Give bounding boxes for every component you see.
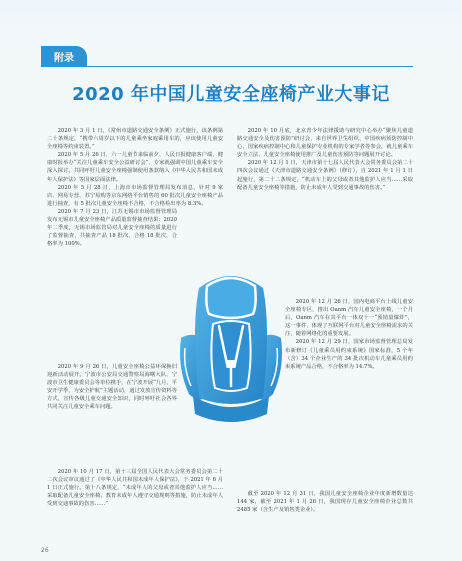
section-tag: 附录 — [41, 46, 87, 67]
paragraph: 截至 2020 年 12 月 31 日，我国儿童安全座椅企业年度新增数量达 144 家，截至 2021 年 1 月 26 日，我国现存儿童安全座椅企业总数共 2485 家（含生产及销售类企业）。 — [237, 491, 413, 514]
paragraph: 2020 年 10 月底，北京青少年法律援助与研究中心举办“聚焦儿童道路交通安全及伤害预防”研讨会，来自世界卫生组织、中国疾病预防控制中心、国家疾病控制中心和儿童保护专业机构的专家学者等参会，就儿童乘车安全立法、儿童安全座椅使用推广及儿童伤害预防等问题展开讨论。 — [237, 128, 413, 159]
page-title: 2020 年中国儿童安全座椅产业大事记 — [72, 84, 390, 105]
paragraph: 2020 年 12 月 29 日，国家市场监督管理总局发布新修订《儿童乘员用约束系统》国家标准，5 个年（含）34 个企业生产的 34 批次机动车儿童乘员用约束系统产品合格，不合格率为 14.7%。 — [285, 339, 413, 370]
paragraph: 2020 年 10 月 17 日，第十三届全国人民代表大会常务委员会第二十二次会议审议通过了《中华人民共和国未成年人保护法》，于 2021 年 6 月 1 日正式施行。第十八条规定，“未成年人的父母或者其他监护人应当……采取配备儿童安全座椅、教育未成年人遵守交通规则等措施，防止未成年人受到交通事故的伤害……” — [47, 469, 223, 508]
paragraph: 2020 年 7 月 23 日，江苏无锡市市场监督管理局发布无锡市儿童安全座椅产品质量监督抽查结果：2020 年二季度，无锡市场监管局对儿童安全座椅的质量进行了监督抽查，共抽查产品 18 批次，合格 18 批次，合格率为 100%。 — [47, 208, 178, 248]
right-column-middle — [285, 298, 413, 371]
right-column-bottom — [237, 490, 413, 514]
top-band — [0, 0, 462, 46]
right-column-top — [237, 127, 413, 192]
child-safety-seat-icon — [175, 268, 287, 430]
paragraph: 2020 年 3 月 1 日，《常州市道路交通安全条例》正式施行，该条例第二十条规定，“携带六周岁以下的儿童乘坐家庭乘用车的，应该使用儿童安全座椅等约束装置。” — [47, 128, 223, 151]
paragraph: 2020 年 5 月 28 日，上海市市场监督管理局发布消息，针对 9 家店、网易专营、苏宁易购等京东网络平台销售的 60 批次儿童安全座椅产品进行抽查，有 5 批次儿童安全座椅不合格，不合格检出率为 8.3%。 — [47, 184, 223, 207]
paragraph: 2020 年 12 月 1 日，天津市第十七届人民代表大会常务委员会第二十四次会议通过《天津市道路交通安全条例》（修订），自 2021 年 1 月 1 日起施行，第二十二条规定，“机动车上的父母或者其他监护人应当……采取配备儿童安全座椅等措施，防止未成年人受到交通事故的伤害。” — [237, 160, 413, 191]
left-column-middle — [47, 363, 177, 412]
paragraph: 2020 年 12 月 26 日，国内电商平台上线儿童安全座椅专区，推出 Oanm 汽车儿童安全座椅，一个月后，Oanm 汽车在其平台一体双十一“预销量爆炸”，这一事件，体现了互联网平台对儿童安全座椅需求的关注，随着网络化的重要发展。 — [285, 299, 413, 338]
header-rule — [41, 66, 413, 67]
paragraph: 2020 年 5 月 26 日，六一儿童节来临前夕，人民日报健康客户端、健康时报举办“关注儿童乘车安全公益研讨会”，专家就强调中国儿童乘车安全深入探讨，共同呼吁儿童安全座椅强制使用条款纳入《中华人民共和国未成年人保护法》等国家层面法律。 — [47, 152, 223, 183]
left-column-top — [47, 127, 223, 248]
page-number: 26 — [41, 547, 49, 554]
left-column-bottom — [47, 468, 223, 508]
paragraph: 2020 年 9 月 26 日，儿童安全座椅公益环保换旧迎新活动展开。宁波市公安局交通警察局海曙大队、宁波市卫生健康委员会等单位携手，在宁波开展“九月，平安开学季，为安全护航”主题活动，通过发放宣传资料等方式，宣传各级儿童交通安全知识，同时呼吁社会各界共同关注儿童安全乘车问题。 — [47, 364, 177, 411]
